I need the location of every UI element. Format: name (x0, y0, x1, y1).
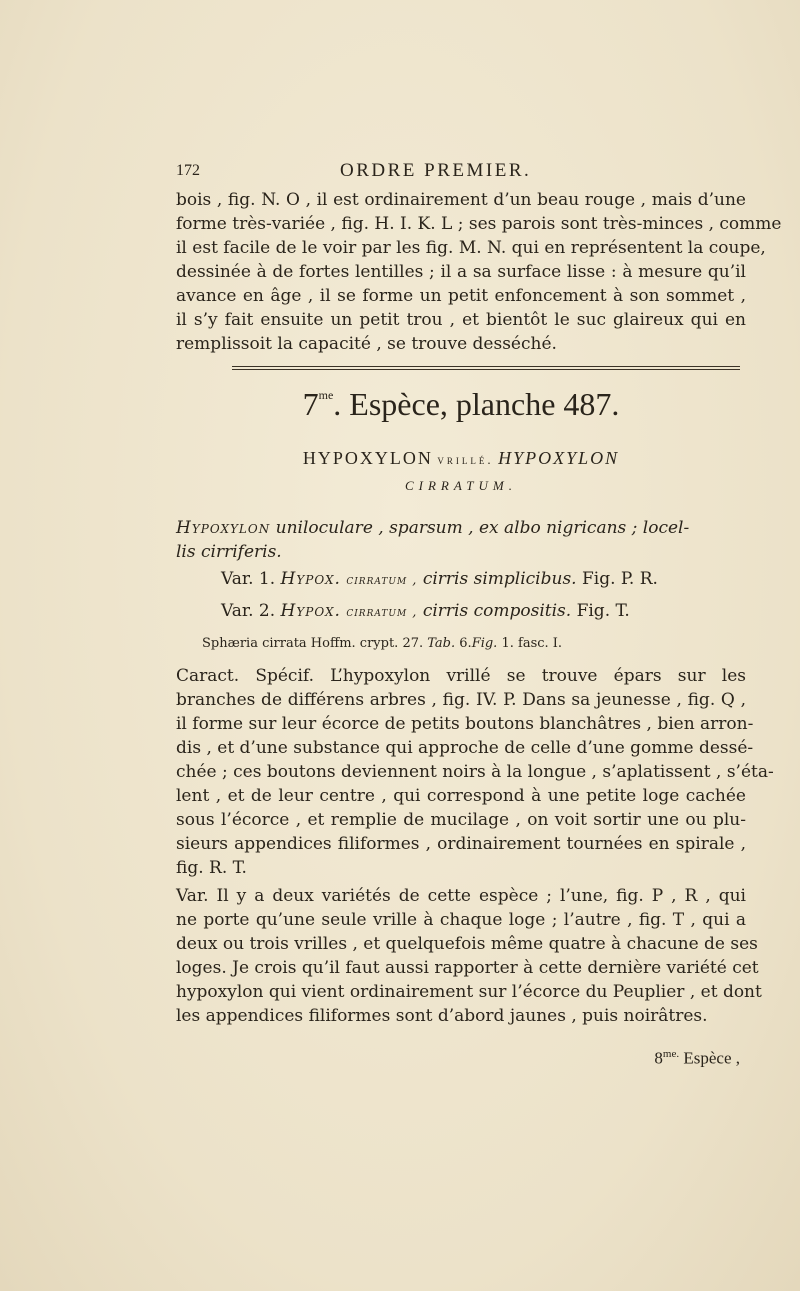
species-number-suffix: me (318, 388, 334, 402)
variety-desc: cirris simplicibus. (422, 569, 577, 589)
text-line: Caract. Spécif. L’hypoxylon vrillé se trouve épars sur les (176, 666, 746, 686)
latin-epithet: CIRRATUM. (404, 478, 518, 493)
variety-desc: cirris compositis. (422, 601, 572, 621)
species-heading (176, 386, 746, 423)
reference-text: Sphæria cirrata Hoffm. crypt. 27. (202, 636, 424, 651)
text-line: deux ou trois vrilles , et quelquefois même quatre à chacune de ses (176, 934, 758, 954)
latin-epithet-line (176, 478, 746, 494)
variety-label: Var. 1. (221, 569, 276, 589)
french-epithet: vrillé. (437, 452, 494, 467)
text-line: dis , et d’une substance qui approche de celle d’une gomme dessé- (176, 738, 754, 758)
variety-epithet: cirratum , (346, 605, 418, 620)
catchword-sup: me. (662, 1048, 680, 1060)
variety-2 (221, 600, 630, 624)
latin-genus: HYPOXYLON (498, 448, 620, 468)
section-divider (232, 366, 740, 370)
text-line: les appendices filiformes sont d’abord jaunes , puis noirâtres. (176, 1006, 708, 1026)
text-line: il est facile de le voir par les fig. M. N. qui en représentent la coupe, (176, 238, 766, 258)
running-title: ORDRE PREMIER. (340, 160, 532, 181)
caract-paragraph (176, 664, 774, 880)
varieties-paragraph (176, 884, 762, 1028)
reference-tab: Tab. (427, 636, 456, 651)
text-line: chée ; ces boutons deviennent noirs à la longue , s’aplatissent , s’éta- (176, 762, 774, 782)
intro-paragraph (176, 188, 782, 356)
latin-diagnosis (176, 516, 746, 564)
reference-tab-num: 6. (459, 636, 472, 651)
species-heading-text: . Espèce, planche 487. (333, 386, 620, 422)
text-line: il forme sur leur écorce de petits boutons blanchâtres , bien arron- (176, 714, 754, 734)
variety-fig: Fig. T. (576, 601, 630, 621)
text-line: branches de différens arbres , fig. IV. P. Dans sa jeunesse , fig. Q , (176, 690, 746, 710)
variety-1 (221, 568, 658, 592)
species-name-line (176, 448, 746, 469)
text-line: il s’y fait ensuite un petit trou , et bientôt le suc glaireux qui en (176, 310, 746, 330)
variety-genus: Hypox. (280, 569, 341, 589)
text-line: sous l’écorce , et remplie de mucilage , on voit sortir une ou plu- (176, 810, 746, 830)
variety-fig: Fig. P. R. (581, 569, 658, 589)
text-line: hypoxylon qui vient ordinairement sur l’écorce du Peuplier , et dont (176, 982, 762, 1002)
text-line: dessinée à de fortes lentilles ; il a sa surface lisse : à mesure qu’il (176, 262, 746, 282)
diagnosis-genus: Hypoxylon (176, 518, 271, 538)
text-line: forme très-variée , fig. H. I. K. L ; ses parois sont très-minces , comme (176, 214, 782, 234)
reference-fasc: 1. fasc. I. (501, 636, 563, 651)
text-line: bois , fig. N. O , il est ordinairement d’un beau rouge , mais d’une (176, 190, 746, 210)
text-line: fig. R. T. (176, 858, 247, 878)
text-line: loges. Je crois qu’il faut aussi rapporter à cette dernière variété cet (176, 958, 759, 978)
french-genus: HYPOXYLON (302, 448, 433, 468)
page-header (176, 160, 746, 186)
page-number: 172 (176, 162, 200, 179)
text-line: ne porte qu’une seule vrille à chaque loge ; l’autre , fig. T , qui a (176, 910, 746, 930)
species-number: 7 (302, 386, 319, 422)
variety-genus: Hypox. (280, 601, 341, 621)
catchword (654, 1048, 740, 1069)
text-line: Var. Il y a deux variétés de cette espèce ; l’une, fig. P , R , qui (176, 886, 746, 906)
synonym-reference (202, 636, 562, 651)
text-line: avance en âge , il se forme un petit enfoncement à son sommet , (176, 286, 746, 306)
text-line: lent , et de leur centre , qui correspond à une petite loge cachée (176, 786, 746, 806)
diagnosis-text-cont: lis cirriferis. (176, 542, 282, 562)
catchword-num: 8 (654, 1048, 663, 1068)
variety-label: Var. 2. (221, 601, 276, 621)
diagnosis-text: uniloculare , sparsum , ex albo nigricans ; locel- (270, 518, 690, 538)
text-line: sieurs appendices filiformes , ordinairement tournées en spirale , (176, 834, 746, 854)
variety-epithet: cirratum , (346, 573, 418, 588)
reference-fig: Fig. (471, 636, 498, 651)
catchword-word: Espèce , (683, 1048, 740, 1068)
text-line: remplissoit la capacité , se trouve desséché. (176, 334, 557, 354)
